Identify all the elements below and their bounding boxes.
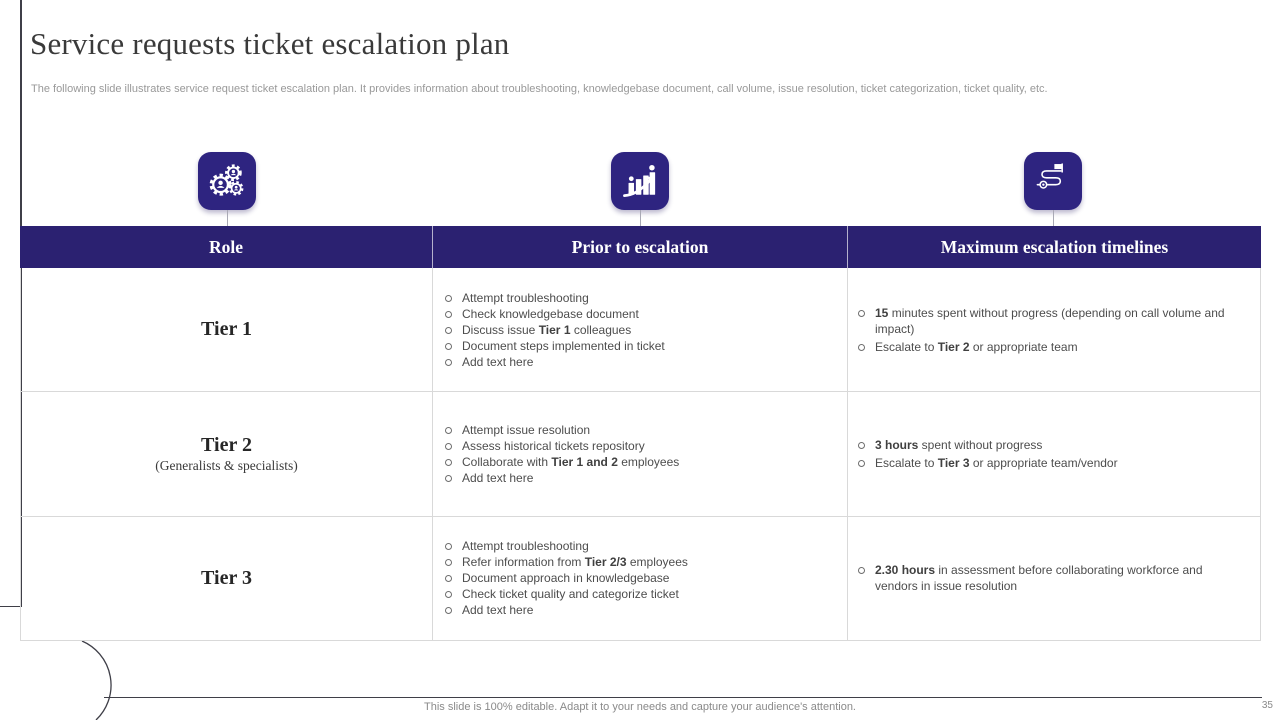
role-subtitle: (Generalists & specialists) [155, 457, 298, 473]
bullet-item: Discuss issue Tier 1 colleagues [443, 322, 833, 338]
timelines-cell [847, 517, 1260, 640]
prior-cell [432, 268, 847, 391]
bullet-item: Attempt troubleshooting [443, 538, 833, 554]
prior-cell [432, 517, 847, 640]
escalation-table [20, 226, 1261, 641]
header-role: Role [208, 236, 244, 257]
icon-connector-line [227, 210, 228, 226]
milestone-route-flag-icon [1024, 152, 1082, 210]
table-row [21, 517, 1260, 641]
icon-connector-line [1053, 210, 1054, 226]
gears-people-icon [198, 152, 256, 210]
footer-note: This slide is 100% editable. Adapt it to your needs and capture your audience's attention. [424, 701, 856, 713]
bullet-item: 3 hours spent without progress [856, 437, 1246, 453]
footer-divider-line [104, 697, 1262, 698]
role-cell [21, 517, 432, 640]
role-title: Tier 1 [201, 318, 252, 341]
timelines-cell [847, 392, 1260, 515]
table-row [21, 268, 1260, 392]
bullet-item: Collaborate with Tier 1 and 2 employees [443, 454, 833, 470]
table-body [20, 268, 1261, 641]
timelines-cell [847, 268, 1260, 391]
bullet-item: Attempt issue resolution [443, 422, 833, 438]
bullet-item: Check ticket quality and categorize ticket [443, 586, 833, 602]
bullet-item: 15 minutes spent without progress (depending on call volume and impact) [856, 305, 1246, 337]
role-title: Tier 3 [201, 566, 252, 589]
bullet-list [433, 290, 847, 370]
bullet-item: Add text here [443, 354, 833, 370]
left-frame-tick [0, 606, 21, 607]
bullet-list [848, 560, 1260, 596]
page-subtitle: The following slide illustrates service request ticket escalation plan. It provides information about troubleshooting, knowledgebase document, call volume, issue resolution, ticket categorization, ticket quality, etc. [31, 83, 1048, 95]
bullet-item: Document steps implemented in ticket [443, 338, 833, 354]
bullet-list [848, 303, 1260, 357]
header-maximum-escalation-timelines: Maximum escalation timelines [847, 226, 1261, 268]
prior-cell [432, 392, 847, 515]
bullet-item: Attempt troubleshooting [443, 290, 833, 306]
role-title: Tier 2 [201, 433, 252, 456]
bullet-item: 2.30 hours in assessment before collaborating workforce and vendors in issue resolution [856, 562, 1246, 594]
page-title: Service requests ticket escalation plan [30, 26, 510, 61]
table-row [21, 392, 1260, 516]
bullet-list [848, 435, 1260, 473]
bullet-item: Refer information from Tier 2/3 employees [443, 554, 833, 570]
bullet-item: Document approach in knowledgebase [443, 570, 833, 586]
role-cell [21, 392, 432, 515]
page-number: 35 [1261, 700, 1273, 711]
bullet-item: Add text here [443, 602, 833, 618]
role-cell [21, 268, 432, 391]
bullet-item: Assess historical tickets repository [443, 438, 833, 454]
bullet-list [433, 422, 847, 486]
bullet-item: Add text here [443, 470, 833, 486]
header-prior-to-escalation: Prior to escalation [432, 226, 847, 268]
growth-chart-people-icon [611, 152, 669, 210]
bullet-item: Check knowledgebase document [443, 306, 833, 322]
icon-connector-line [640, 210, 641, 226]
bullet-list [433, 538, 847, 618]
bullet-item: Escalate to Tier 2 or appropriate team [856, 339, 1246, 355]
bullet-item: Escalate to Tier 3 or appropriate team/vendor [856, 455, 1246, 471]
table-header-row [20, 226, 1261, 268]
